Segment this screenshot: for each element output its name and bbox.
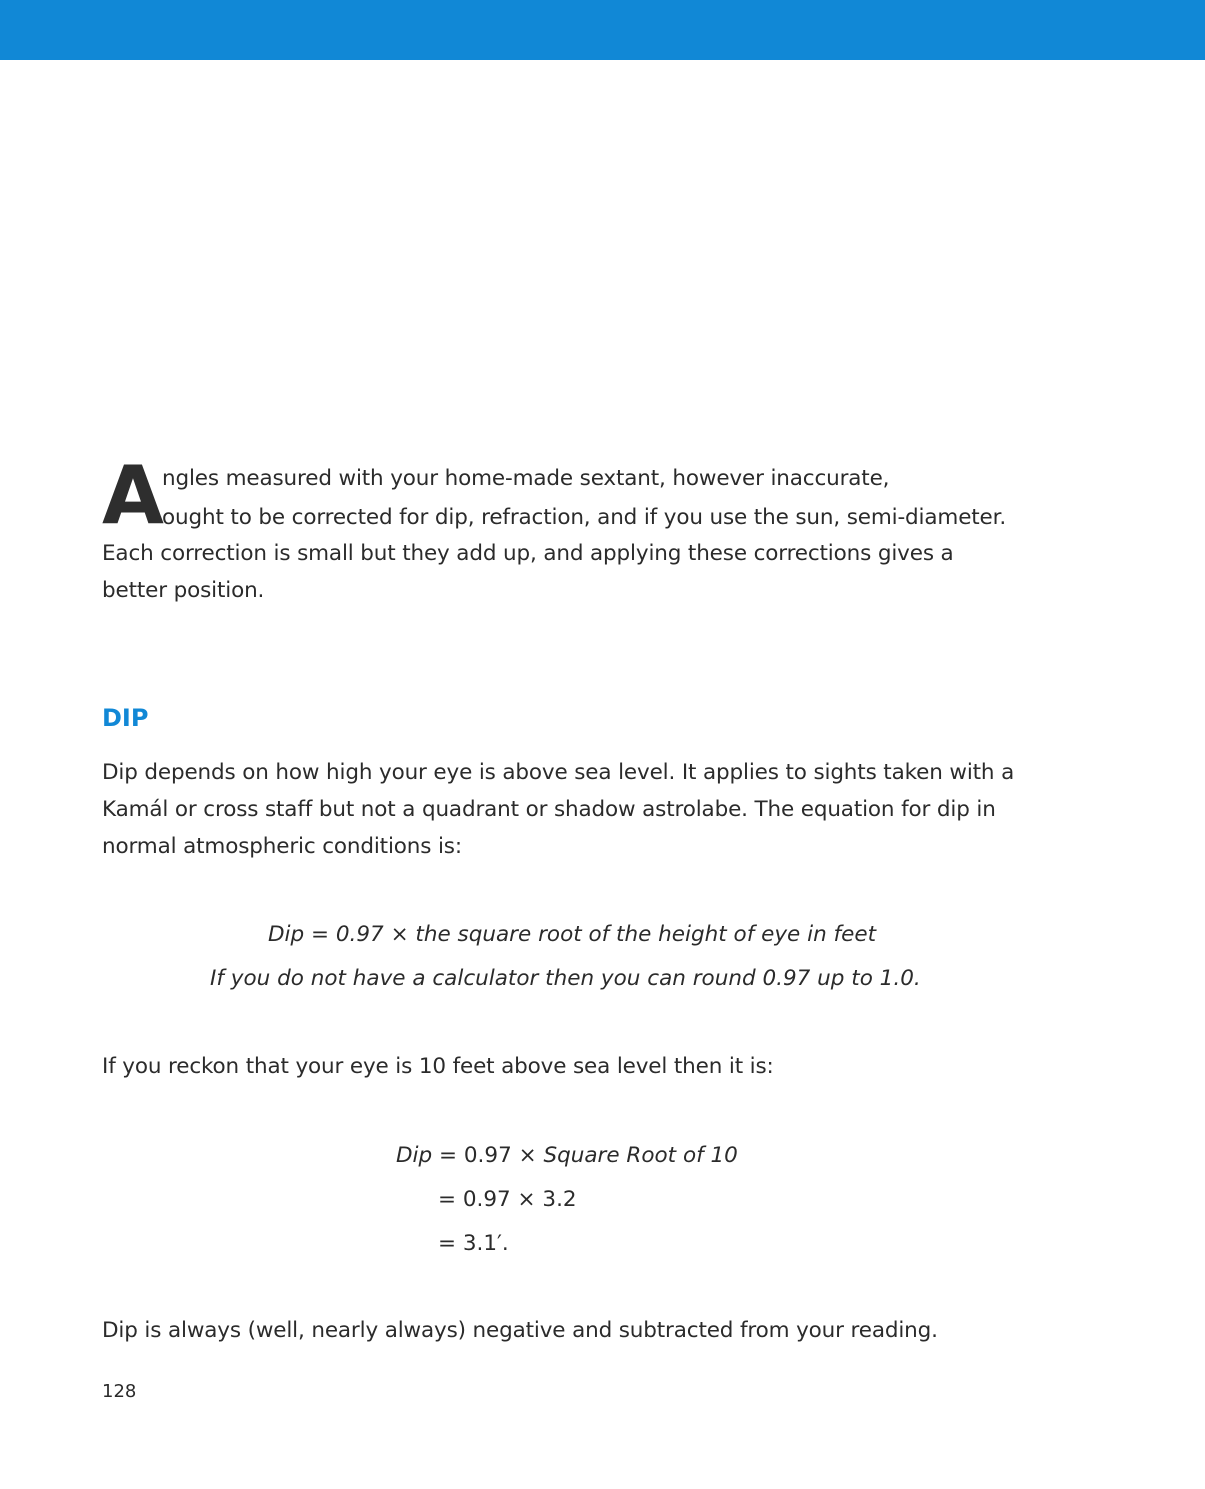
equation-lhs: Dip	[396, 1143, 433, 1168]
intro-line: ought to be corrected for dip, refraction, and if you use the sun, semi-diameter.	[162, 505, 1007, 530]
dip-formula: Dip = 0.97 × the square root of the height of eye in feet	[268, 922, 876, 947]
equation-line-1	[396, 1145, 738, 1167]
section-heading-dip: DIP	[102, 704, 149, 732]
drop-cap: A	[102, 449, 164, 542]
example-intro-text: If you reckon that your eye is 10 feet above sea level then it is:	[102, 1054, 774, 1079]
dip-description-line: Kamál or cross staff but not a quadrant or shadow astrolabe. The equation for dip in	[102, 797, 996, 822]
dip-formula-note: If you do not have a calculator then you can round 0.97 up to 1.0.	[210, 966, 921, 991]
dip-description-line: normal atmospheric conditions is:	[102, 834, 462, 859]
intro-line: Each correction is small but they add up, and applying these corrections gives a	[102, 541, 954, 566]
intro-line: ngles measured with your home-made sextant, however inaccurate,	[162, 466, 890, 491]
dip-conclusion-text: Dip is always (well, nearly always) negative and subtracted from your reading.	[102, 1318, 938, 1343]
intro-line: better position.	[102, 578, 265, 603]
top-color-band	[0, 0, 1205, 60]
equation-line-3: = 3.1′.	[438, 1231, 509, 1256]
equation-rhs: Square Root of 10	[543, 1143, 738, 1168]
dip-description-line: Dip depends on how high your eye is above sea level. It applies to sights taken with a	[102, 760, 1015, 785]
equation-line-2: = 0.97 × 3.2	[438, 1187, 577, 1212]
page-number: 128	[102, 1381, 137, 1402]
equation-operator: = 0.97 ×	[432, 1143, 544, 1168]
